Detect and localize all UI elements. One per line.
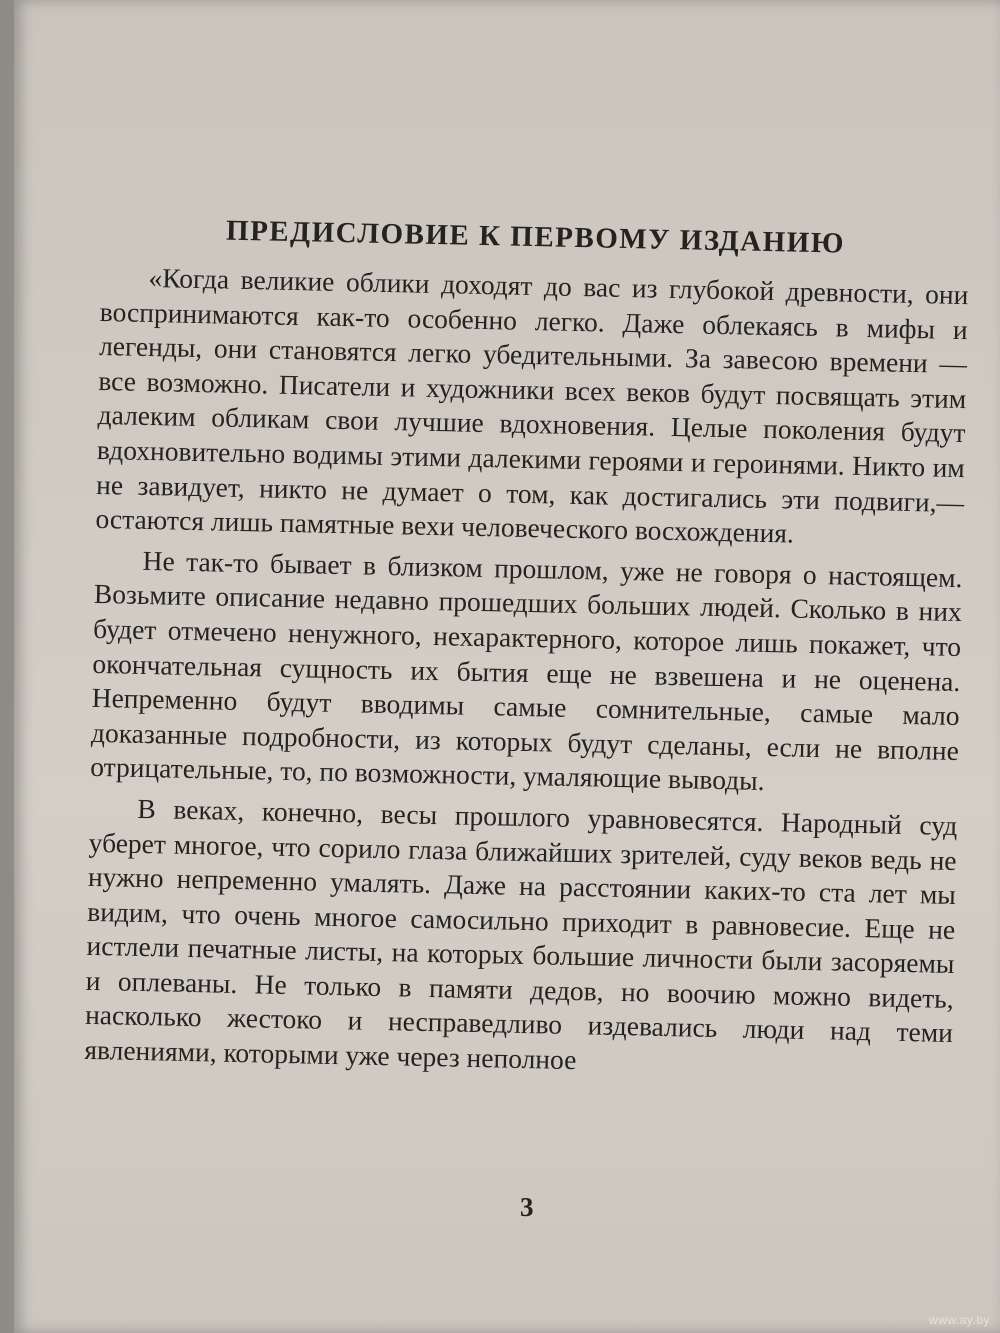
watermark: www.ay.by bbox=[929, 1313, 990, 1327]
paragraph-1: «Когда великие облики доходят до вас из глубокой древности, они воспринимаются как-то особенно легко. Даже облекаясь в мифы и легенды, они становятся легко убедительными. За завесою времени — все возможно. Писатели и художники всех веков будут посвящать этим далеким обликам свои лучшие вдохновения. Целые поколения будут вдохновительно водимы этими далекими героями и героинями. Никто им не завидует, никто не думает о том, как достигались эти подвиги,— остаются лишь памятные вехи человеческого восхождения. bbox=[95, 261, 969, 549]
book-page bbox=[14, 0, 1000, 1333]
paragraph-2: Не так-то бывает в близком прошлом, уже не говоря о настоящем. Возьмите описание недавно прошедших больших людей. Сколько в них будет отмечено ненужного, нехарактерного, которое лишь покажет, что окончательная сущность их бытия еще не взвешена и не оценена. Непременно будут вводимы самые сомнительные, самые мало доказанные подробности, из которых будут сделаны, если не вполне отрицательные, то, по возможности, умаляющие выводы. bbox=[90, 544, 963, 797]
page-number: 3 bbox=[520, 1192, 534, 1222]
paragraph-3: В веках, конечно, весы прошлого уравновесятся. Народный суд уберет многое, что сорило глаза ближайших зрителей, суду веков ведь не нужно непременно умалять. Даже на расстоянии каких-то ста лет мы видим, что очень многое самосильно приходит в равновесие. Еще не истлели печатные листы, на которых большие личности были засоряемы и оплеваны. Не только в памяти дедов, но воочию можно видеть, насколько жестоко и несправедливо издевались люди над теми явлениями, которыми уже через неполное bbox=[84, 792, 958, 1076]
chapter-heading: ПРЕДИСЛОВИЕ К ПЕРВОМУ ИЗДАНИЮ bbox=[225, 214, 846, 260]
page-text-block bbox=[84, 210, 970, 1092]
